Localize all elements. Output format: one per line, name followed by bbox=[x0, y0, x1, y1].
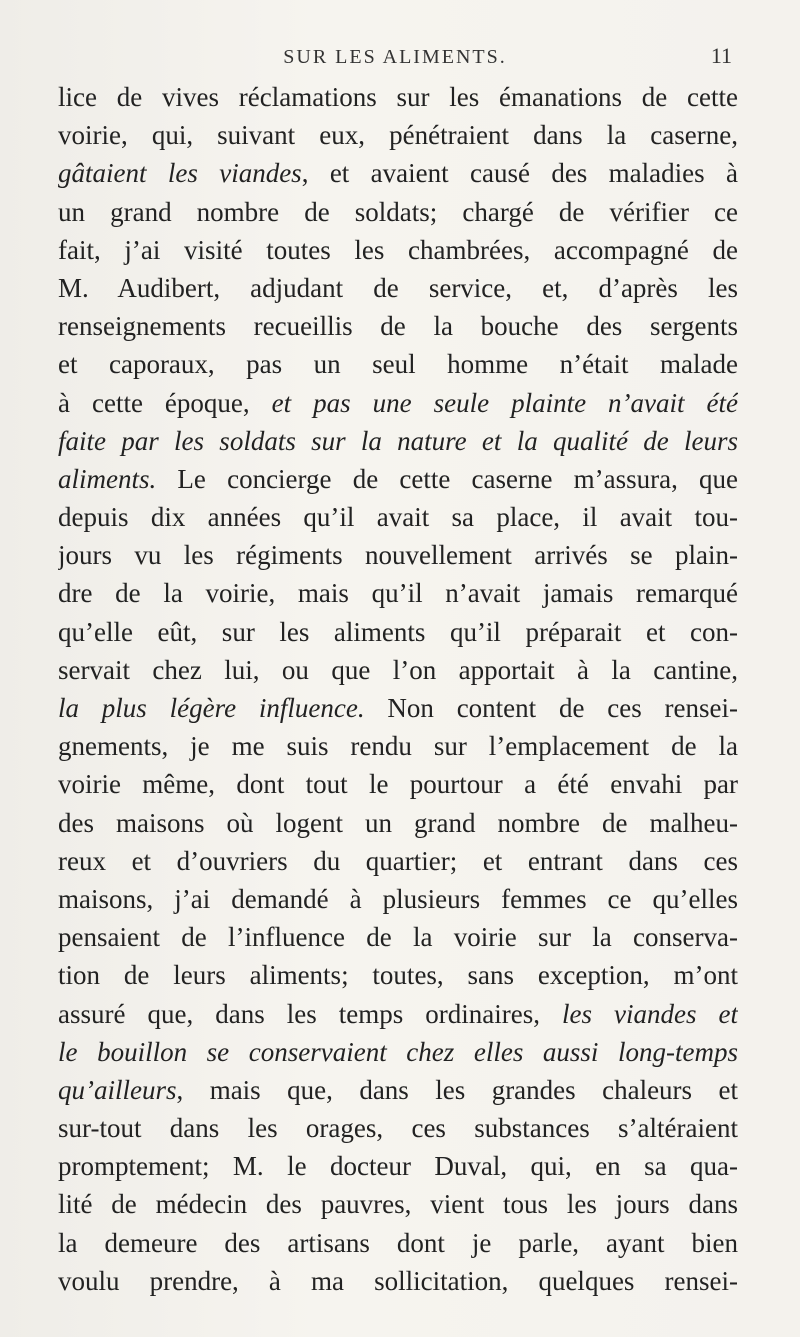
text-line bbox=[58, 1071, 738, 1109]
text-line bbox=[58, 574, 738, 612]
text-run: Non content de ces rensei- bbox=[364, 693, 738, 723]
text-line bbox=[58, 498, 738, 536]
text-run: un grand nombre de soldats; chargé de vérifier ce bbox=[58, 196, 738, 227]
text-line bbox=[58, 536, 738, 574]
text-line bbox=[58, 1262, 738, 1300]
text-run: à cette époque, bbox=[58, 387, 272, 418]
text-line bbox=[58, 651, 738, 689]
text-line bbox=[58, 842, 738, 880]
text-line bbox=[58, 880, 738, 918]
text-run: jours vu les régiments nouvellement arrivés se plain- bbox=[58, 540, 738, 571]
text-run: lité de médecin des pauvres, vient tous les jours dans bbox=[58, 1189, 738, 1220]
text-line bbox=[58, 613, 738, 651]
text-run: voirie même, dont tout le pourtour a été envahi par bbox=[58, 769, 738, 800]
text-run: tion de leurs aliments; toutes, sans exception, m’ont bbox=[58, 960, 738, 991]
text-run: Le concierge de cette caserne m’assura, que bbox=[156, 463, 738, 494]
italic-text: le bouillon se conservaient chez elles aussi long-temps bbox=[58, 1036, 738, 1067]
text-line bbox=[58, 422, 738, 460]
text-run: voulu prendre, à ma sollicitation, quelques rensei- bbox=[58, 1265, 738, 1296]
text-line bbox=[58, 1224, 738, 1262]
page-header bbox=[58, 40, 732, 74]
text-line bbox=[58, 269, 738, 307]
text-line bbox=[58, 231, 738, 269]
body-text bbox=[58, 78, 738, 1300]
text-run: assuré que, dans les temps ordinaires, bbox=[58, 998, 562, 1029]
text-line bbox=[58, 1109, 738, 1147]
text-run: depuis dix années qu’il avait sa place, il avait tou- bbox=[58, 502, 738, 533]
italic-text: qu’ailleurs bbox=[58, 1074, 177, 1105]
italic-text: la plus légère influence. bbox=[58, 693, 365, 723]
text-run: , mais que, dans les grandes chaleurs et bbox=[176, 1074, 738, 1105]
italic-text: et pas une seule plainte n’avait été bbox=[271, 387, 738, 418]
text-line bbox=[58, 78, 738, 116]
text-run: voirie, qui, suivant eux, pénétraient dans la caserne, bbox=[58, 120, 738, 151]
page-number: 11 bbox=[710, 43, 732, 68]
text-line bbox=[58, 918, 738, 956]
text-line bbox=[58, 345, 738, 383]
text-run: des maisons où logent un grand nombre de malheu- bbox=[58, 807, 738, 838]
text-line bbox=[58, 193, 738, 231]
text-line bbox=[58, 1033, 738, 1071]
text-line bbox=[58, 384, 738, 422]
text-line bbox=[58, 689, 738, 727]
italic-text: les viandes et bbox=[562, 998, 738, 1029]
text-run: pensaient de l’influence de la voirie sur la conserva- bbox=[58, 922, 738, 953]
text-line bbox=[58, 154, 738, 192]
text-run: gnements, je me suis rendu sur l’emplacement de la bbox=[58, 731, 738, 762]
text-run: fait, j’ai visité toutes les chambrées, accompagné de bbox=[58, 234, 738, 265]
text-line bbox=[58, 804, 738, 842]
running-head: SUR LES ALIMENTS. bbox=[283, 45, 507, 68]
text-run: M. Audibert, adjudant de service, et, d’après les bbox=[58, 272, 738, 303]
text-run: reux et d’ouvriers du quartier; et entrant dans ces bbox=[58, 845, 738, 876]
text-run: servait chez lui, ou que l’on apportait à la cantine, bbox=[58, 654, 738, 685]
text-line bbox=[58, 1185, 738, 1223]
text-run: la demeure des artisans dont je parle, ayant bien bbox=[58, 1227, 738, 1258]
text-run: , et avaient causé des maladies à bbox=[301, 158, 738, 189]
text-run: renseignements recueillis de la bouche des sergents bbox=[58, 311, 738, 342]
text-line bbox=[58, 956, 738, 994]
italic-text: faite par les soldats sur la nature et la qualité de leurs bbox=[58, 425, 738, 456]
text-run: dre de la voirie, mais qu’il n’avait jamais remarqué bbox=[58, 578, 738, 609]
text-run: sur-tout dans les orages, ces substances s’altéraient bbox=[58, 1113, 738, 1144]
text-line bbox=[58, 995, 738, 1033]
text-line bbox=[58, 460, 738, 498]
text-run: et caporaux, pas un seul homme n’était malade bbox=[58, 349, 738, 380]
text-line bbox=[58, 727, 738, 765]
text-run: promptement; M. le docteur Duval, qui, en sa qua- bbox=[58, 1151, 738, 1182]
text-line bbox=[58, 307, 738, 345]
italic-text: gâtaient les viandes bbox=[58, 158, 302, 189]
text-line bbox=[58, 765, 738, 803]
text-run: lice de vives réclamations sur les émanations de cette bbox=[58, 82, 738, 112]
text-line bbox=[58, 1147, 738, 1185]
text-line bbox=[58, 116, 738, 154]
text-run: maisons, j’ai demandé à plusieurs femmes ce qu’elles bbox=[58, 883, 738, 914]
italic-text: aliments. bbox=[58, 463, 157, 494]
text-run: qu’elle eût, sur les aliments qu’il préparait et con- bbox=[58, 616, 738, 647]
